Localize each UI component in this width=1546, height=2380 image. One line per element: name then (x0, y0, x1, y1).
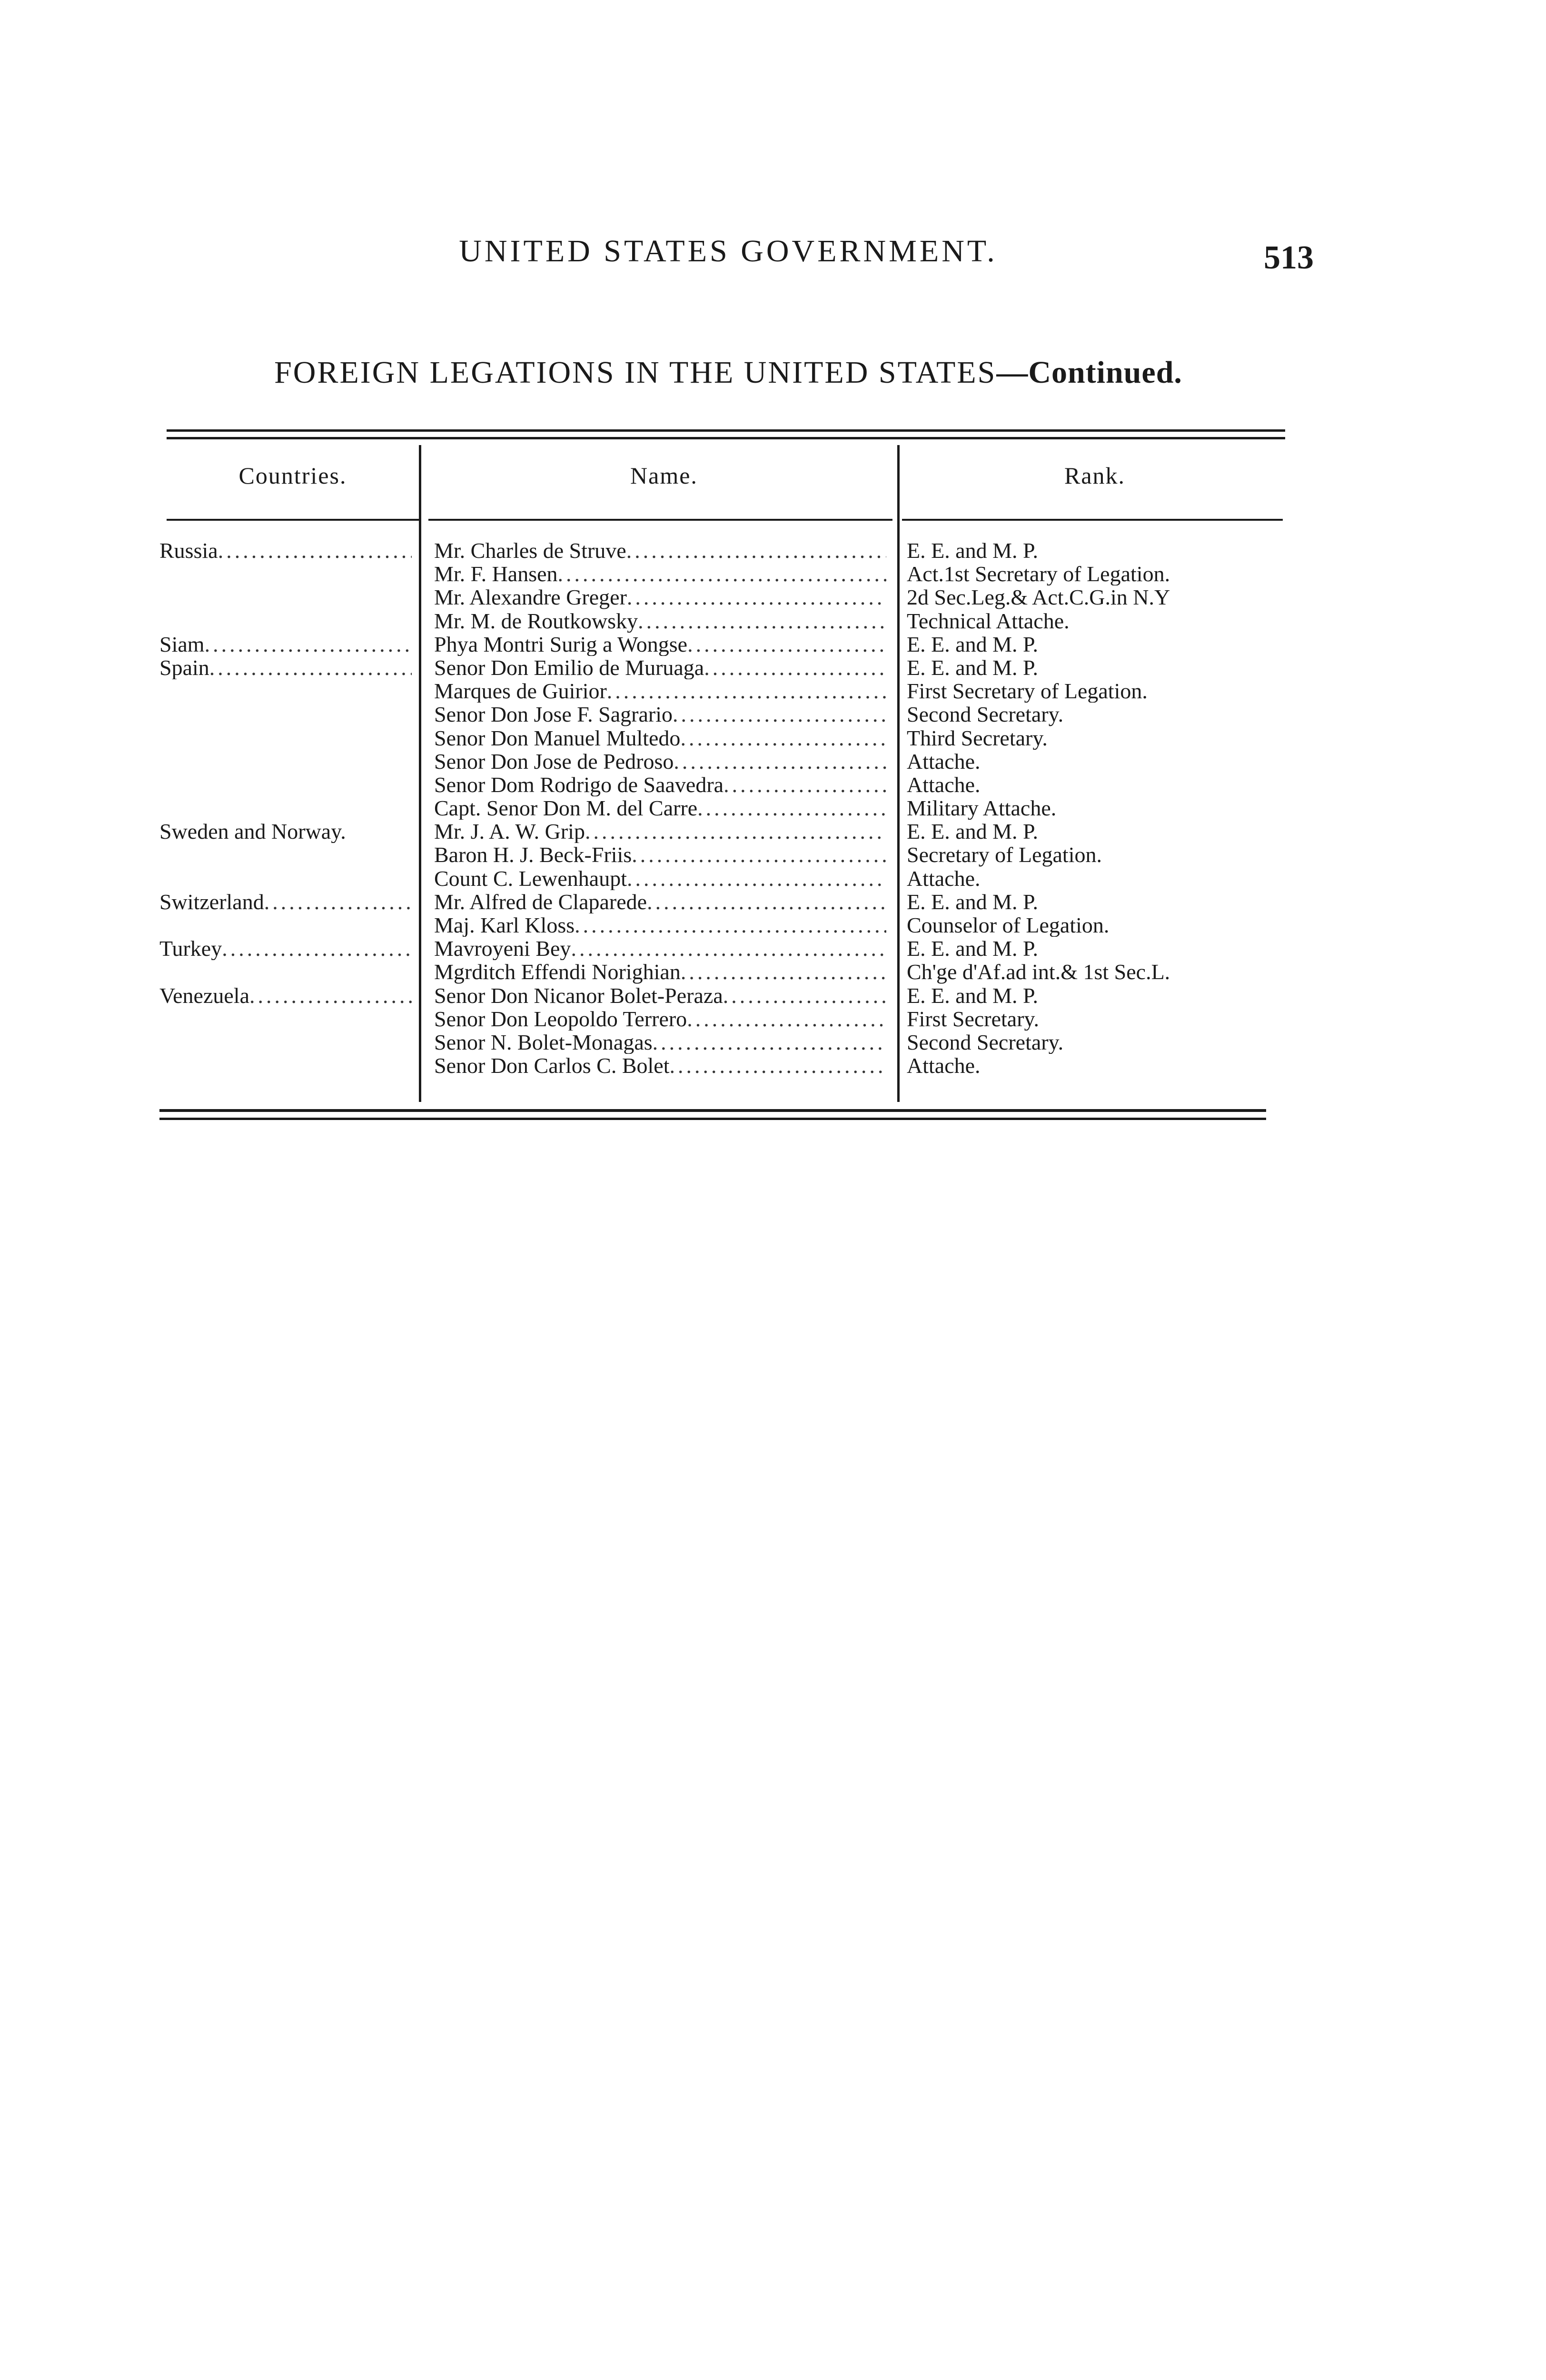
rank-cell: E. E. and M. P. (907, 655, 1038, 680)
name-cell (434, 1031, 886, 1054)
name-cell (434, 750, 886, 773)
name-label: Senor Don Emilio de Muruaga (434, 655, 704, 680)
name-label: Senor Don Leopoldo Terrero (434, 1007, 687, 1031)
table-row (0, 843, 1546, 866)
country-label: Switzerland (159, 890, 264, 913)
table-title-continued: —Continued. (996, 355, 1182, 390)
top-rule-upper (167, 429, 1285, 432)
name-label: Senor N. Bolet-Monagas (434, 1030, 653, 1054)
name-cell (434, 984, 886, 1007)
header-rule-countries (167, 519, 419, 521)
table-title (157, 355, 1299, 391)
name-cell (434, 890, 886, 913)
country-cell: Sweden and Norway. (159, 820, 346, 843)
rank-cell: First Secretary of Legation. (907, 679, 1148, 703)
table-row (0, 656, 1546, 679)
table-title-main: FOREIGN LEGATIONS IN THE UNITED STATES (274, 355, 997, 390)
country-cell (159, 890, 412, 913)
page-number: 513 (1264, 239, 1314, 276)
name-label: Mavroyeni Bey (434, 937, 571, 961)
name-label: Senor Don Jose de Pedroso (434, 749, 674, 773)
name-label: Phya Montri Surig a Wongse (434, 632, 688, 656)
bottom-rule-upper (159, 1109, 1266, 1112)
table-row (0, 539, 1546, 562)
table-row (0, 820, 1546, 843)
country-cell (159, 984, 412, 1007)
name-label: Senor Don Manuel Multedo (434, 726, 681, 750)
name-label: Mr. M. de Routkowsky (434, 609, 638, 633)
name-cell (434, 656, 886, 679)
country-label: Spain (159, 655, 209, 680)
name-label: Count C. Lewenhaupt (434, 866, 627, 890)
column-header-countries: Countries. (238, 462, 347, 489)
country-label: Turkey (159, 937, 222, 961)
name-cell (434, 585, 886, 609)
name-label: Mr. Charles de Struve (434, 539, 626, 563)
rank-cell: Second Secretary. (907, 1030, 1064, 1054)
name-cell (434, 843, 886, 866)
country-label: Russia (159, 539, 218, 563)
name-label: Mr. Alexandre Greger (434, 585, 627, 609)
running-title: UNITED STATES GOVERNMENT. (459, 234, 998, 268)
table-row (0, 796, 1546, 820)
rank-cell: Attache. (907, 866, 981, 890)
name-label: Senor Don Nicanor Bolet-Peraza (434, 983, 723, 1007)
header-rule-name (428, 519, 892, 521)
name-label: Marques de Guirior (434, 679, 607, 703)
table-row (0, 726, 1546, 750)
name-cell (434, 1007, 886, 1031)
table-row (0, 1007, 1546, 1031)
rank-cell: E. E. and M. P. (907, 890, 1038, 913)
rank-cell: E. E. and M. P. (907, 820, 1038, 843)
name-label: Baron H. J. Beck-Friis (434, 843, 632, 867)
table-row (0, 562, 1546, 585)
rank-cell: Third Secretary. (907, 726, 1048, 750)
name-cell (434, 796, 886, 820)
country-cell (159, 539, 412, 562)
name-cell (434, 867, 886, 890)
name-cell (434, 937, 886, 960)
country-cell (159, 656, 412, 679)
country-label: Siam (159, 632, 205, 656)
rank-cell: Attache. (907, 749, 981, 773)
name-label: Senor Dom Rodrigo de Saavedra (434, 773, 724, 797)
rank-cell: Secretary of Legation. (907, 843, 1102, 867)
rank-cell: Technical Attache. (907, 609, 1070, 633)
rank-cell: Act.1st Secretary of Legation. (907, 562, 1170, 586)
name-cell (434, 1054, 886, 1077)
column-header-name: Name. (630, 462, 698, 489)
country-cell (159, 633, 412, 656)
table-row (0, 585, 1546, 609)
rank-cell: Ch'ge d'Af.ad int.& 1st Sec.L. (907, 960, 1170, 984)
name-cell (434, 679, 886, 703)
name-cell (434, 703, 886, 726)
rank-cell: 2d Sec.Leg.& Act.C.G.in N.Y (907, 585, 1170, 609)
name-label: Mr. J. A. W. Grip (434, 820, 585, 843)
table-row (0, 1054, 1546, 1077)
table-row (0, 633, 1546, 656)
name-label: Capt. Senor Don M. del Carre (434, 796, 698, 820)
top-rule-lower (167, 437, 1285, 439)
name-cell (434, 773, 886, 796)
header-rule-rank (902, 519, 1283, 521)
table-row (0, 913, 1546, 937)
rank-cell: E. E. and M. P. (907, 983, 1038, 1007)
rank-cell: Military Attache. (907, 796, 1057, 820)
name-cell (434, 820, 886, 843)
table-row (0, 703, 1546, 726)
table-row (0, 937, 1546, 960)
name-label: Maj. Karl Kloss (434, 913, 575, 937)
table-row (0, 679, 1546, 703)
running-head (157, 233, 1314, 276)
rank-cell: E. E. and M. P. (907, 539, 1038, 563)
column-header-rank: Rank. (1064, 462, 1126, 489)
rank-cell: Attache. (907, 1054, 981, 1078)
table-row (0, 867, 1546, 890)
name-label: Mr. F. Hansen (434, 562, 558, 586)
bottom-rule-lower (159, 1118, 1266, 1120)
name-label: Senor Don Carlos C. Bolet (434, 1054, 670, 1078)
table-row (0, 890, 1546, 913)
name-cell (434, 562, 886, 585)
table-row (0, 750, 1546, 773)
rank-cell: Counselor of Legation. (907, 913, 1110, 937)
name-cell (434, 960, 886, 983)
name-cell (434, 609, 886, 633)
rank-cell: E. E. and M. P. (907, 937, 1038, 961)
table-row (0, 609, 1546, 633)
name-cell (434, 726, 886, 750)
table-row (0, 960, 1546, 983)
table-row (0, 984, 1546, 1007)
rank-cell: E. E. and M. P. (907, 632, 1038, 656)
name-cell (434, 633, 886, 656)
rank-cell: First Secretary. (907, 1007, 1040, 1031)
table-row (0, 1031, 1546, 1054)
country-cell (159, 937, 412, 960)
name-cell (434, 539, 886, 562)
table-body (0, 539, 1546, 1077)
table-row (0, 773, 1546, 796)
name-cell (434, 913, 886, 937)
name-label: Senor Don Jose F. Sagrario (434, 703, 673, 726)
rank-cell: Attache. (907, 773, 981, 797)
name-label: Mgrditch Effendi Norighian (434, 960, 681, 984)
rank-cell: Second Secretary. (907, 703, 1064, 726)
country-label: Venezuela (159, 983, 249, 1007)
name-label: Mr. Alfred de Claparede (434, 890, 647, 913)
